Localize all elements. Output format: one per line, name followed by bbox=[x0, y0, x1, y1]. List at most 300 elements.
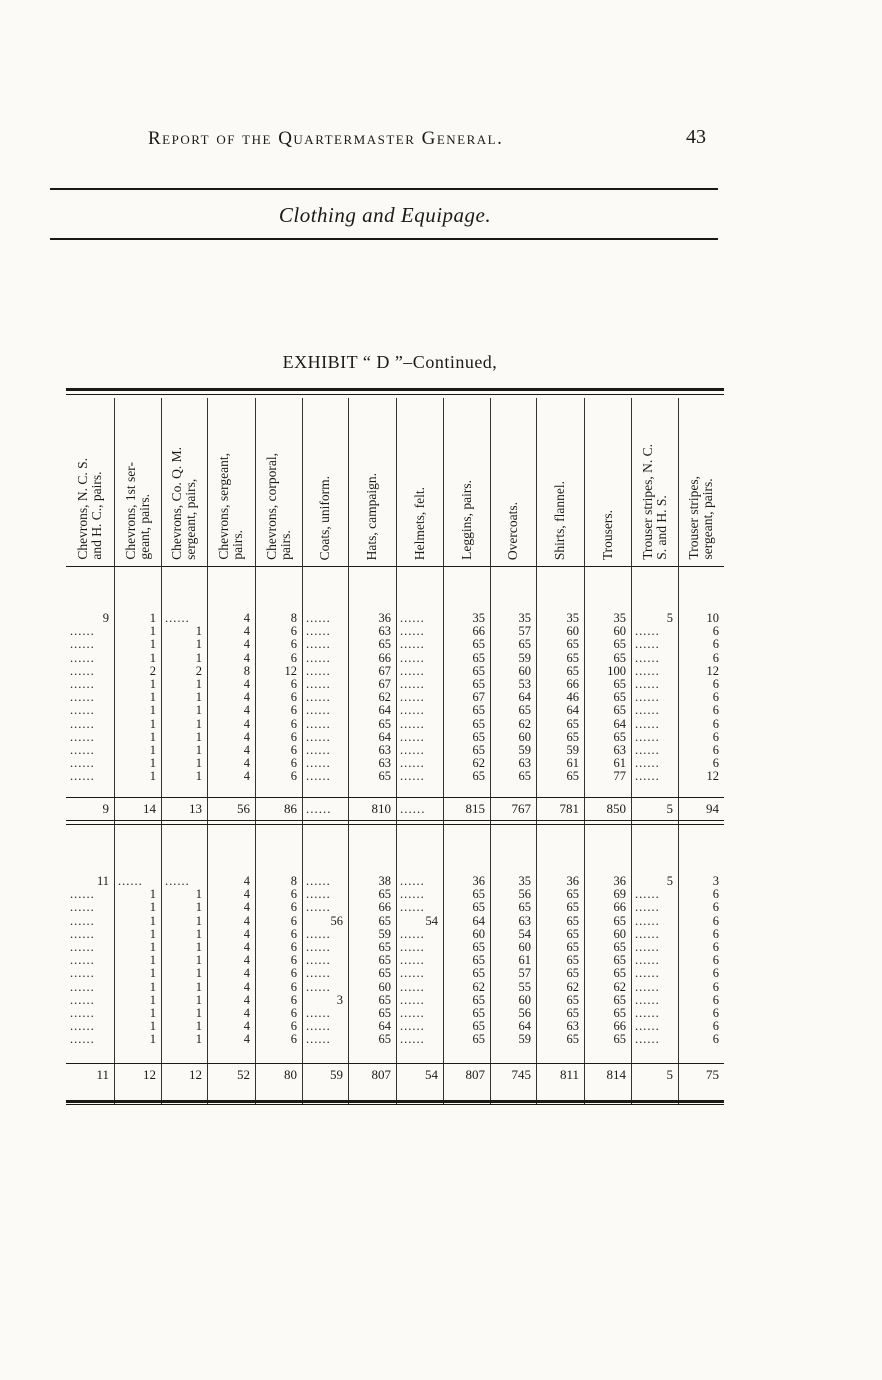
table-cell: ...... bbox=[306, 1019, 331, 1034]
exhibit-title: EXHIBIT “ D ”–Continued, bbox=[282, 352, 498, 372]
table-cell: 1 bbox=[195, 887, 202, 902]
table-cell: ...... bbox=[70, 926, 95, 941]
total-cell: 14 bbox=[143, 801, 156, 816]
table-cell: ...... bbox=[635, 729, 660, 744]
table-cell: 6 bbox=[290, 637, 297, 652]
table-cell: 59 bbox=[518, 1032, 531, 1047]
table-cell: 1 bbox=[195, 624, 202, 639]
table-cell: 2 bbox=[149, 663, 156, 678]
table-cell: 63 bbox=[378, 756, 391, 771]
total-cell: 811 bbox=[559, 1067, 579, 1082]
table-cell: ...... bbox=[306, 940, 331, 954]
table-cell: 1 bbox=[149, 716, 156, 731]
table-cell: 6 bbox=[290, 769, 297, 784]
table-cell: ...... bbox=[306, 716, 331, 731]
total-cell: ...... bbox=[400, 801, 426, 816]
table-cell: 65 bbox=[378, 953, 391, 968]
table-cell: ...... bbox=[70, 887, 95, 902]
table-cell: 6 bbox=[290, 1032, 297, 1047]
table-cell: 1 bbox=[149, 1019, 156, 1034]
column-separator bbox=[490, 398, 491, 566]
table-cell: 57 bbox=[518, 966, 531, 981]
table-cell: ...... bbox=[306, 979, 331, 994]
table-cell: 6 bbox=[712, 966, 719, 981]
column-separator bbox=[631, 398, 632, 566]
table-cell: ...... bbox=[70, 716, 95, 731]
column-header bbox=[114, 398, 161, 566]
column-header bbox=[443, 398, 490, 566]
total-cell: ...... bbox=[306, 801, 332, 816]
table-cell: ...... bbox=[70, 703, 95, 718]
table-cell: 4 bbox=[243, 637, 250, 652]
table-cell: 4 bbox=[243, 887, 250, 902]
column-header bbox=[678, 398, 724, 566]
table-cell: ...... bbox=[635, 953, 660, 968]
table-cell: 6 bbox=[290, 756, 297, 771]
table-cell: 65 bbox=[378, 716, 391, 731]
table-cell: 4 bbox=[243, 874, 250, 888]
table-cell: 67 bbox=[378, 663, 391, 678]
running-title: Report of the Quartermaster General. bbox=[148, 128, 504, 149]
table-cell: 65 bbox=[613, 677, 626, 691]
table-cell: 1 bbox=[195, 966, 202, 981]
table-cell: 64 bbox=[378, 703, 391, 718]
table-cell: 1 bbox=[195, 913, 202, 928]
table-cell: ...... bbox=[70, 1032, 95, 1047]
table-cell: 62 bbox=[518, 716, 531, 731]
table-cell: 1 bbox=[149, 769, 156, 784]
table-cell: 1 bbox=[149, 677, 156, 691]
table-cell: ...... bbox=[70, 637, 95, 652]
table-cell: 65 bbox=[518, 703, 531, 718]
table-cell: 65 bbox=[566, 1032, 579, 1047]
table-cell: ...... bbox=[635, 900, 660, 915]
table-cell: ...... bbox=[118, 874, 143, 888]
table-cell: 1 bbox=[149, 966, 156, 981]
table-cell: 6 bbox=[712, 716, 719, 731]
table-cell: 1 bbox=[149, 690, 156, 705]
table-cell: 1 bbox=[195, 900, 202, 915]
table-cell: 12 bbox=[284, 663, 297, 678]
table-cell: 65 bbox=[566, 992, 579, 1007]
table-cell: 2 bbox=[195, 663, 202, 678]
table-cell: 1 bbox=[195, 979, 202, 994]
table-cell: ...... bbox=[70, 913, 95, 928]
table-cell: 1 bbox=[149, 650, 156, 665]
table-cell: ...... bbox=[400, 756, 425, 771]
table-cell: 6 bbox=[290, 703, 297, 718]
column-separator bbox=[114, 398, 115, 566]
table-cell: 4 bbox=[243, 1032, 250, 1047]
column-separator bbox=[396, 566, 397, 1104]
table-cell: 36 bbox=[378, 611, 391, 625]
table-cell: ...... bbox=[400, 992, 425, 1007]
table-cell: ...... bbox=[400, 611, 425, 625]
table-top-rule-thin bbox=[66, 394, 724, 395]
column-header bbox=[66, 398, 114, 566]
table-cell: 6 bbox=[290, 913, 297, 928]
column-header-label: Overcoats. bbox=[505, 501, 520, 560]
table-cell: 1 bbox=[195, 1032, 202, 1047]
table-cell: ...... bbox=[306, 966, 331, 981]
table-cell: ...... bbox=[635, 637, 660, 652]
page-number: 43 bbox=[686, 126, 706, 148]
table-cell: 1 bbox=[149, 887, 156, 902]
column-header bbox=[348, 398, 396, 566]
table-cell: 6 bbox=[712, 703, 719, 718]
table-cell: 65 bbox=[472, 1032, 485, 1047]
table-cell: 65 bbox=[378, 769, 391, 784]
table-cell: ...... bbox=[635, 1019, 660, 1034]
table-cell: 65 bbox=[613, 729, 626, 744]
column-separator bbox=[348, 566, 349, 1104]
table-cell: 64 bbox=[518, 1019, 531, 1034]
table-cell: 1 bbox=[149, 1032, 156, 1047]
column-header bbox=[584, 398, 631, 566]
total-cell: 781 bbox=[559, 801, 579, 816]
table-cell: 65 bbox=[566, 729, 579, 744]
table-cell: 65 bbox=[613, 1006, 626, 1020]
table-cell: 62 bbox=[566, 979, 579, 994]
table-cell: 1 bbox=[149, 913, 156, 928]
column-header-label: Chevrons, Co. Q. M. sergeant, pairs, bbox=[169, 447, 198, 560]
table-cell: 6 bbox=[290, 677, 297, 691]
table-cell: ...... bbox=[635, 703, 660, 718]
table-cell: 1 bbox=[149, 729, 156, 744]
table-cell: ...... bbox=[70, 900, 95, 915]
column-header-label: Chevrons, sergeant, pairs. bbox=[216, 453, 245, 560]
table-cell: 4 bbox=[243, 1019, 250, 1034]
table-cell: ...... bbox=[70, 690, 95, 705]
table-cell: 1 bbox=[149, 900, 156, 915]
table-cell: 65 bbox=[613, 966, 626, 981]
table-cell: ...... bbox=[306, 624, 331, 639]
column-header-label: Coats, uniform. bbox=[317, 475, 332, 560]
table-cell: 65 bbox=[518, 900, 531, 915]
table-cell: 63 bbox=[613, 743, 626, 757]
column-separator bbox=[678, 566, 679, 1104]
table-cell: 1 bbox=[149, 756, 156, 771]
table-cell: 65 bbox=[472, 703, 485, 718]
table-cell: ...... bbox=[306, 703, 331, 718]
column-header-label: Chevrons, corporal, pairs. bbox=[263, 453, 293, 560]
column-header bbox=[302, 398, 348, 566]
table-cell: 1 bbox=[195, 637, 202, 652]
table-cell: 1 bbox=[195, 926, 202, 941]
total-rule bbox=[66, 1063, 724, 1064]
table-cell: ...... bbox=[306, 756, 331, 771]
table-cell: 65 bbox=[378, 637, 391, 652]
table-cell: ...... bbox=[635, 624, 660, 639]
table-cell: 63 bbox=[566, 1019, 579, 1034]
column-header-label: Helmets, felt. bbox=[411, 486, 427, 560]
table-cell: 1 bbox=[195, 756, 202, 771]
table-cell: ...... bbox=[635, 650, 660, 665]
table-cell: 67 bbox=[378, 677, 391, 691]
table-cell: ...... bbox=[635, 769, 660, 784]
table-cell: ...... bbox=[70, 756, 95, 771]
table-cell: ...... bbox=[70, 953, 95, 968]
table-cell: ...... bbox=[70, 1006, 95, 1020]
table-cell: 56 bbox=[518, 1006, 531, 1020]
column-header bbox=[255, 398, 302, 566]
table-cell: 1 bbox=[149, 953, 156, 968]
column-separator bbox=[161, 398, 162, 566]
total-cell: 59 bbox=[330, 1067, 343, 1082]
table-cell: 6 bbox=[712, 729, 719, 744]
table-cell: 4 bbox=[243, 756, 250, 771]
table-cell: ...... bbox=[400, 940, 425, 954]
table-cell: 4 bbox=[243, 1006, 250, 1020]
table-cell: 63 bbox=[518, 756, 531, 771]
table-cell: 66 bbox=[472, 624, 485, 639]
table-cell: 64 bbox=[566, 703, 579, 718]
table-cell: ...... bbox=[306, 1032, 331, 1047]
table-cell: 6 bbox=[712, 926, 719, 941]
table-cell: 6 bbox=[290, 729, 297, 744]
column-separator bbox=[584, 566, 585, 1104]
table-cell: 60 bbox=[518, 940, 531, 954]
table-cell: 5 bbox=[666, 611, 673, 625]
table-cell: 6 bbox=[712, 690, 719, 705]
table-cell: ...... bbox=[306, 874, 331, 888]
section-rule-thin bbox=[66, 824, 724, 825]
table-cell: 6 bbox=[712, 756, 719, 771]
table-cell: 57 bbox=[518, 624, 531, 639]
table-cell: 6 bbox=[712, 913, 719, 928]
table-cell: ...... bbox=[400, 729, 425, 744]
table-cell: ...... bbox=[400, 1032, 425, 1047]
table-cell: ...... bbox=[635, 716, 660, 731]
column-header bbox=[631, 398, 678, 566]
table-cell: 69 bbox=[613, 887, 626, 902]
table-cell: 4 bbox=[243, 611, 250, 625]
table-cell: 65 bbox=[613, 703, 626, 718]
table-cell: 35 bbox=[472, 611, 485, 625]
table-cell: 1 bbox=[195, 703, 202, 718]
table-cell: 6 bbox=[290, 953, 297, 968]
table-cell: ...... bbox=[306, 637, 331, 652]
table-cell: 4 bbox=[243, 979, 250, 994]
table-cell: 60 bbox=[613, 624, 626, 639]
table-cell: 4 bbox=[243, 650, 250, 665]
table-cell: 63 bbox=[518, 913, 531, 928]
table-cell: 1 bbox=[195, 743, 202, 757]
column-header-label: Leggins, pairs. bbox=[458, 480, 474, 560]
table-cell: ...... bbox=[70, 663, 95, 678]
table-cell: 62 bbox=[613, 979, 626, 994]
table-cell: 65 bbox=[613, 940, 626, 954]
total-cell: 5 bbox=[666, 1067, 673, 1082]
table-cell: 35 bbox=[518, 874, 531, 888]
table-cell: 53 bbox=[518, 677, 531, 691]
table-cell: 64 bbox=[378, 1019, 391, 1034]
table-cell: 65 bbox=[566, 887, 579, 902]
table-cell: ...... bbox=[70, 650, 95, 665]
table-cell: 65 bbox=[472, 743, 485, 757]
table-cell: 10 bbox=[706, 611, 719, 625]
table-cell: 38 bbox=[378, 874, 391, 888]
table-cell: 62 bbox=[472, 979, 485, 994]
table-cell: 36 bbox=[472, 874, 485, 888]
section-title: Clothing and Equipage. bbox=[278, 203, 492, 227]
table-cell: 66 bbox=[378, 650, 391, 665]
column-separator bbox=[302, 398, 303, 566]
column-separator bbox=[348, 398, 349, 566]
table-cell: ...... bbox=[165, 874, 190, 888]
table-cell: 4 bbox=[243, 743, 250, 757]
column-separator bbox=[302, 566, 303, 1104]
column-separator bbox=[255, 398, 256, 566]
table-cell: 6 bbox=[290, 690, 297, 705]
table-cell: 65 bbox=[566, 663, 579, 678]
column-header-label: Chevrons, N. C. S. and H. C., pairs. bbox=[75, 458, 104, 560]
table-cell: 59 bbox=[566, 743, 579, 757]
table-cell: 65 bbox=[472, 650, 485, 665]
table-cell: 65 bbox=[472, 900, 485, 915]
table-cell: 6 bbox=[290, 716, 297, 731]
table-cell: 65 bbox=[378, 966, 391, 981]
table-cell: 56 bbox=[518, 887, 531, 902]
total-cell: 745 bbox=[511, 1067, 531, 1082]
table-cell: 6 bbox=[290, 624, 297, 639]
table-cell: 59 bbox=[378, 926, 391, 941]
table-cell: 6 bbox=[712, 953, 719, 968]
table-cell: ...... bbox=[306, 769, 331, 784]
table-cell: 1 bbox=[195, 677, 202, 691]
table-cell: 6 bbox=[290, 926, 297, 941]
total-cell: 807 bbox=[465, 1067, 485, 1082]
total-cell: 94 bbox=[706, 801, 719, 816]
table-cell: 4 bbox=[243, 677, 250, 691]
column-separator bbox=[255, 566, 256, 1104]
table-cell: ...... bbox=[70, 966, 95, 981]
table-cell: ...... bbox=[306, 926, 331, 941]
table-cell: 65 bbox=[472, 663, 485, 678]
table-cell: ...... bbox=[70, 1019, 95, 1034]
column-header bbox=[536, 398, 584, 566]
table-cell: 64 bbox=[378, 729, 391, 744]
table-cell: 1 bbox=[149, 743, 156, 757]
table-cell: 59 bbox=[518, 743, 531, 757]
table-cell: 4 bbox=[243, 769, 250, 784]
table-cell: ...... bbox=[635, 940, 660, 954]
table-cell: 6 bbox=[290, 1006, 297, 1020]
table-cell: 65 bbox=[566, 716, 579, 731]
table-cell: 12 bbox=[706, 769, 719, 784]
table-cell: 66 bbox=[613, 1019, 626, 1034]
table-cell: 67 bbox=[472, 690, 485, 705]
total-cell: 5 bbox=[666, 801, 673, 816]
table-cell: 77 bbox=[613, 769, 626, 784]
table-cell: 65 bbox=[566, 769, 579, 784]
table-cell: ...... bbox=[400, 703, 425, 718]
section-rule-thin bbox=[66, 1104, 724, 1105]
table-cell: 6 bbox=[290, 887, 297, 902]
column-separator bbox=[207, 398, 208, 566]
table-cell: 60 bbox=[518, 663, 531, 678]
table-cell: 35 bbox=[613, 611, 626, 625]
table-cell: ...... bbox=[400, 650, 425, 665]
table-cell: 65 bbox=[378, 887, 391, 902]
table-cell: 66 bbox=[613, 900, 626, 915]
table-cell: ...... bbox=[635, 690, 660, 705]
table-cell: 9 bbox=[102, 611, 109, 625]
table-cell: 1 bbox=[195, 953, 202, 968]
table-cell: 4 bbox=[243, 953, 250, 968]
table-cell: 65 bbox=[472, 940, 485, 954]
table-cell: 65 bbox=[472, 1006, 485, 1020]
table-cell: 1 bbox=[195, 940, 202, 954]
column-header-label: Hats, campaign. bbox=[364, 472, 379, 560]
column-separator bbox=[678, 398, 679, 566]
table-cell: 60 bbox=[518, 992, 531, 1007]
table-cell: ...... bbox=[400, 716, 425, 731]
table-cell: 65 bbox=[378, 1032, 391, 1047]
column-separator bbox=[584, 398, 585, 566]
total-cell: 52 bbox=[237, 1067, 250, 1082]
table-cell: 6 bbox=[712, 677, 719, 691]
table-cell: 4 bbox=[243, 729, 250, 744]
table-cell: 1 bbox=[149, 703, 156, 718]
table-cell: 64 bbox=[518, 690, 531, 705]
column-separator bbox=[631, 566, 632, 1104]
table-cell: 56 bbox=[330, 913, 343, 928]
table-top-rule bbox=[66, 388, 724, 391]
table-cell: 6 bbox=[712, 637, 719, 652]
table-cell: 3 bbox=[712, 874, 719, 888]
total-cell: 54 bbox=[425, 1067, 438, 1082]
column-header bbox=[396, 398, 443, 566]
table-cell: 65 bbox=[472, 677, 485, 691]
table-cell: ...... bbox=[635, 992, 660, 1007]
table-cell: ...... bbox=[400, 926, 425, 941]
table-cell: 60 bbox=[472, 926, 485, 941]
table-cell: 4 bbox=[243, 624, 250, 639]
table-cell: 35 bbox=[566, 611, 579, 625]
table-cell: ...... bbox=[70, 940, 95, 954]
table-cell: 1 bbox=[149, 940, 156, 954]
total-cell: 56 bbox=[237, 801, 250, 816]
table-cell: 6 bbox=[712, 1032, 719, 1047]
table-cell: 61 bbox=[566, 756, 579, 771]
table-cell: ...... bbox=[635, 1032, 660, 1047]
table-cell: 8 bbox=[290, 874, 297, 888]
table-cell: 60 bbox=[566, 624, 579, 639]
total-cell: 815 bbox=[465, 801, 485, 816]
table-cell: 64 bbox=[613, 716, 626, 731]
table-cell: 65 bbox=[378, 913, 391, 928]
table-cell: 6 bbox=[290, 992, 297, 1007]
table-cell: 6 bbox=[290, 940, 297, 954]
table-cell: ...... bbox=[70, 769, 95, 784]
header-bottom-rule bbox=[66, 566, 724, 567]
table-cell: 65 bbox=[378, 940, 391, 954]
column-header bbox=[207, 398, 255, 566]
section-rule bbox=[66, 820, 724, 821]
total-cell: 850 bbox=[606, 801, 626, 816]
table-cell: 1 bbox=[195, 1019, 202, 1034]
table-cell: 65 bbox=[566, 1006, 579, 1020]
column-header bbox=[490, 398, 536, 566]
total-cell: 814 bbox=[606, 1067, 626, 1082]
table-cell: ...... bbox=[306, 611, 331, 625]
table-cell: 6 bbox=[712, 1006, 719, 1020]
table-cell: ...... bbox=[400, 743, 425, 757]
table-cell: 65 bbox=[566, 913, 579, 928]
column-separator bbox=[161, 566, 162, 1104]
table-cell: 65 bbox=[566, 637, 579, 652]
